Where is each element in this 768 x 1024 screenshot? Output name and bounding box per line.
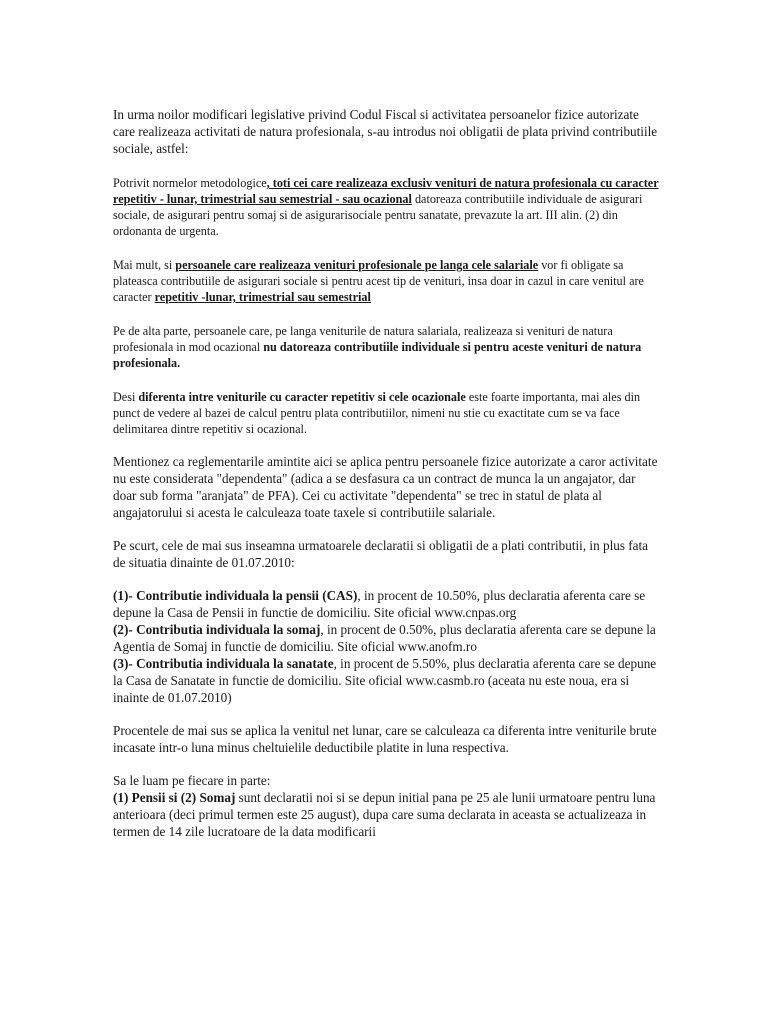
paragraph-each-text: sunt declaratii noi si se depun initial pana pe 25 ale lunii urmatoare pentru luna anterioara (deci primul termen este 25 august), dupa care suma declarata in aceasta se actualizeaza in termen de 14 zile lucratoare de la data modificarii [113, 790, 656, 839]
paragraph-difference-pre: Desi [113, 390, 139, 404]
paragraph-each [113, 772, 659, 840]
contribution-pension [113, 587, 659, 621]
intro-paragraph: In urma noilor modificari legislative privind Codul Fiscal si activitatea persoanelor fizice autorizate care realizeaza activitati de natura profesionala, s-au introdus noi obligatii de plata privind contributiile sociale, astfel: [113, 107, 658, 156]
paragraph-norms-post: datoreaza contributiile individuale de asigurari sociale, de asigurari pentru somaj si de asigurarisociale pentru sanatate, prevazute la art. III alin. (2) din ordonanta de urgenta. [113, 192, 643, 238]
contribution-pension-title: (1)- Contributie individuala la pensii (CAS) [113, 588, 358, 603]
document-page [113, 106, 659, 840]
paragraph-salaried [113, 257, 659, 305]
paragraph-difference-bold: diferenta intre veniturile cu caracter repetitiv si cele ocazionale [138, 390, 466, 404]
paragraph-summary: Pe scurt, cele de mai sus inseamna urmatoarele declaratii si obligatii de a plati contributii, in plus fata de situatia dinainte de 01.07.2010: [113, 538, 649, 570]
paragraph-norms-pre: Potrivit normelor metodologice [113, 176, 267, 190]
paragraph-difference-post: este foarte importanta, mai ales din punct de vedere al bazei de calcul pentru plata contributiilor, nimeni nu stie cu exactitate cum se va face delimitarea dintre repetitiv si ocazional. [113, 390, 641, 436]
paragraph-percentages: Procentele de mai sus se aplica la venitul net lunar, care se calculeaza ca diferenta intre veniturile brute incasate intr-o luna minus cheltuielile deductibile platite in luna respectiva. [113, 723, 657, 755]
contribution-unemployment-title: (2)- Contributia individuala la somaj [113, 622, 321, 637]
paragraph-occasional-pre: Pe de alta parte, persoanele care, pe langa veniturile de natura salariala, realizeaza si venituri de natura profesionala in mod ocazional [113, 324, 613, 354]
paragraph-norms-bold: , toti cei care realizeaza exclusiv venituri de natura profesionala cu caracter repetitiv - lunar, trimestrial sau semestrial - sau ocazional [113, 176, 659, 206]
paragraph-each-intro: Sa le luam pe fiecare in parte: [113, 773, 271, 788]
paragraph-salaried-mid: vor fi obligate sa plateasca contributiile de asigurari sociale si pentru acest tip de venituri, insa doar in cazul in care venitul are caracter [113, 258, 644, 304]
paragraph-norms [113, 175, 659, 239]
contribution-health-title: (3)- Contributia individuala la sanatate [113, 656, 334, 671]
paragraph-salaried-bold1: persoanele care realizeaza venituri profesionale pe langa cele salariale [175, 258, 539, 272]
paragraph-each-body [113, 789, 659, 840]
contribution-unemployment [113, 621, 659, 655]
paragraph-difference [113, 389, 659, 437]
paragraph-each-bold: (1) Pensii si (2) Somaj [113, 790, 236, 805]
contribution-health [113, 655, 659, 706]
paragraph-dependent: Mentionez ca reglementarile amintite aici se aplica pentru persoanele fizice autorizate a caror activitate nu este considerata "dependenta" (adica a se desfasura ca un contract de munca la un angajator, dar doar sub forma "aranjata" de PFA). Cei cu activitate "dependenta" se trec in statul de plata al angajatorului si acesta le calculeaza toate taxele si contributiile salariale. [113, 454, 658, 520]
contribution-unemployment-text: , in procent de 0.50%, plus declaratia aferenta care se depune la Agentia de Somaj in functie de domiciliu. Site oficial www.anofm.ro [113, 622, 656, 654]
paragraph-occasional [113, 323, 659, 371]
contribution-health-text: , in procent de 5.50%, plus declaratia aferenta care se depune la Casa de Sanatate in functie de domiciliu. Site oficial www.casmb.ro (aceata nu este noua, era si inainte de 01.07.2010) [113, 656, 657, 705]
contribution-list [113, 587, 659, 706]
contribution-pension-text: , in procent de 10.50%, plus declaratia aferenta care se depune la Casa de Pensii in functie de domiciliu. Site oficial www.cnpas.org [113, 588, 646, 620]
paragraph-salaried-pre: Mai mult, si [113, 258, 176, 272]
paragraph-occasional-bold: nu datoreaza contributiile individuale si pentru aceste venituri de natura profesionala. [113, 340, 642, 370]
paragraph-salaried-bold2: repetitiv -lunar, trimestrial sau semestrial [154, 290, 371, 304]
